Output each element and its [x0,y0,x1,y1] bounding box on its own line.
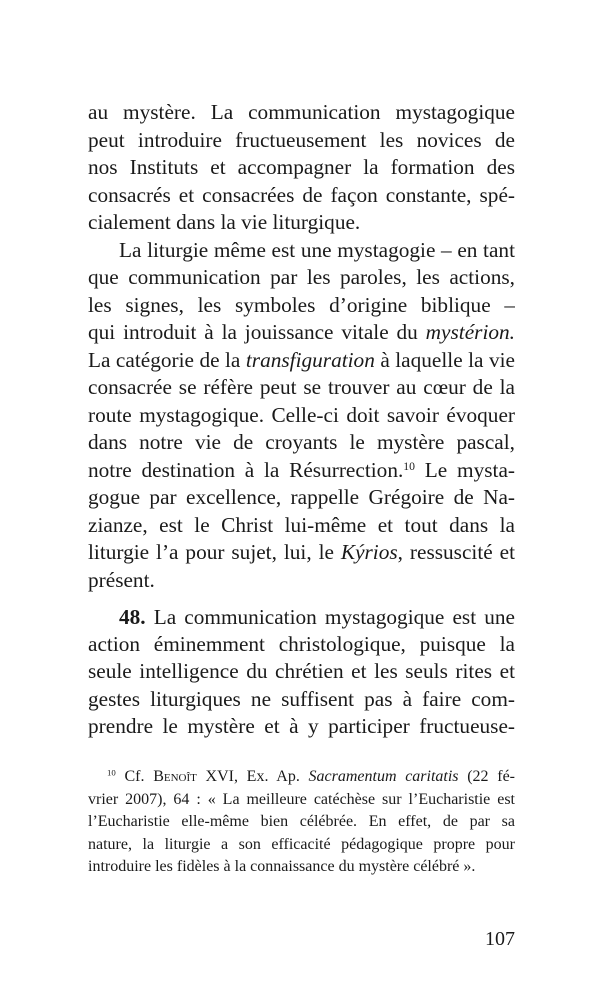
text-run: consacrée se réfère peut se trouver au cœur de la [88,375,515,399]
text-line [88,374,515,402]
footnote-line [88,811,515,834]
footnote-reference: 10 [107,767,116,778]
text-run: que communication par les paroles, les actions, [88,265,515,289]
text-run: route mystagogique. Celle-ci doit savoir évoquer [88,402,515,427]
text-run: zianze, est le Christ lui-même et tout dans la [88,512,515,537]
text-run: présent. [88,567,155,592]
text-run: prendre le mystère et à y participer fructueuse- [88,713,515,738]
text-line [88,512,515,540]
text-run: XVI, Ex. Ap. [196,768,309,785]
text-line [88,127,515,155]
text-run: gestes liturgiques ne suffisent pas à faire com- [88,686,515,711]
text-run: La communication mystagogique est une [145,605,515,629]
text-line [88,402,515,430]
text-line [88,99,515,127]
text-run: (22 fé- [458,768,515,785]
text-run: Sacramentum caritatis [308,768,459,785]
text-run: consacrés et consacrées de façon constante, spé- [88,182,515,207]
body-text-section-1 [88,99,515,594]
text-run: 48. [119,605,146,629]
text-line [88,567,515,595]
text-line [88,457,515,485]
text-line [88,347,515,375]
text-run: Benoît [153,768,197,785]
text-line [88,539,515,567]
text-run: action éminemment christologique, puisque la [88,632,515,657]
text-run: peut introduire fructueusement les novices de [88,127,515,152]
footnotes [88,766,515,879]
text-run: à laquelle la vie [374,347,515,372]
text-run: La liturgie même est une mystagogie – en tant [119,237,515,262]
text-run: liturgie l’a pour sujet, lui, le [88,540,341,564]
text-run: introduire les fidèles à la connaissance du mystère célébré ». [88,858,476,875]
text-run: Cf. [115,768,154,785]
text-line [88,209,515,237]
text-line [88,429,515,457]
text-line [88,658,515,685]
body-text-paragraph-48 [88,604,515,740]
text-run: nature, la liturgie a son efficacité pédagogique propre pour [88,835,515,853]
text-line [88,154,515,182]
text-run: Kýrios [340,540,398,564]
text-run: gogue par excellence, rappelle Grégoire de Na- [88,485,515,509]
text-run: mystérion. [425,320,515,344]
text-run: qui introduit à la jouissance vitale du [88,320,426,344]
text-run: seule intelligence du chrétien et les seuls rites et [88,659,515,684]
text-line [88,182,515,210]
text-line [88,292,515,320]
footnote-line [88,856,515,879]
text-run: les signes, les symboles d’origine biblique – [88,292,515,317]
text-run: , ressuscité et [397,540,515,564]
footnote-line [88,789,515,812]
text-run: dans notre vie de croyants le mystère pascal, [88,430,515,454]
text-run: cialement dans la vie liturgique. [88,210,361,234]
text-line [88,484,515,512]
footnote-line [88,834,515,857]
text-line [88,319,515,347]
text-line [88,631,515,658]
text-run: vrier 2007), 64 : « La meilleure catéchèse sur l’Eucharistie est [88,790,515,808]
text-line [88,604,515,631]
text-line [88,686,515,713]
text-line [88,713,515,740]
footnote-line [88,766,515,789]
text-run: notre destination à la Résurrection. [88,457,404,482]
text-run: La catégorie de la [88,347,246,372]
text-line [88,264,515,292]
footnote-reference: 10 [403,459,415,473]
text-run: nos Instituts et accompagner la formation des [88,155,515,179]
text-run: l’Eucharistie elle-même bien célébrée. En effet, de par sa [88,813,515,830]
text-line [88,237,515,265]
text-run: transfiguration [245,347,375,372]
page-number: 107 [485,928,515,950]
text-run: au mystère. La communication mystagogique [88,100,515,124]
text-run: Le mysta- [415,457,515,482]
